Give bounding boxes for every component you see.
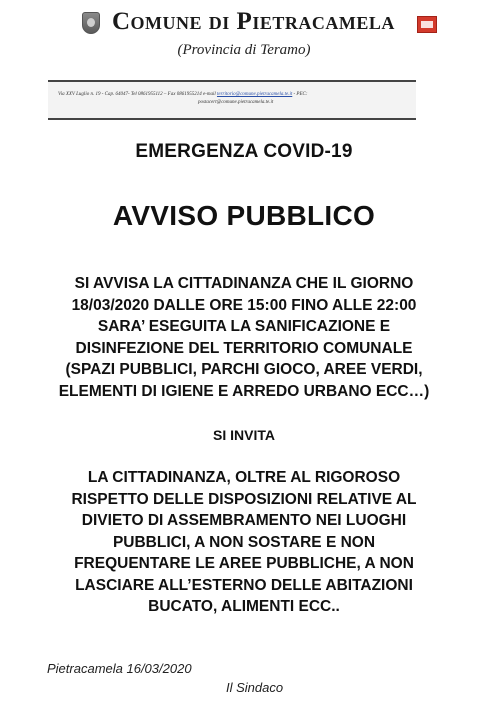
paragraph-line: 18/03/2020 DALLE ORE 15:00 FINO ALLE 22:00 (71, 296, 417, 314)
address-box (48, 80, 416, 120)
municipality-title: Comune di Pietracamela (112, 8, 395, 35)
place-and-date: Pietracamela 16/03/2020 (47, 661, 192, 676)
emergency-heading: EMERGENZA COVID-19 (135, 141, 353, 162)
address-text (58, 91, 410, 107)
paragraph-line: BUCATO, ALIMENTI ECC.. (148, 598, 340, 615)
address-details: Via XXV Luglio n. 19 - Cap. 64047- Tel 0861955112 – Fax 0861955214 e-mail (58, 92, 217, 97)
notice-paragraph-2 (0, 467, 488, 618)
invite-heading: SI INVITA (213, 427, 275, 443)
notice-paragraph-1 (0, 273, 488, 402)
document-header (0, 8, 488, 68)
paragraph-line: LA CITTADINANZA, OLTRE AL RIGOROSO (87, 469, 401, 486)
paragraph-line: DISINFEZIONE DEL TERRITORIO COMUNALE (75, 339, 413, 357)
municipal-crest-icon (82, 12, 100, 34)
paragraph-line: ELEMENTI DI IGIENE E ARREDO URBANO ECC…) (58, 382, 430, 400)
paragraph-line: RISPETTO DELLE DISPOSIZIONI RELATIVE AL (71, 490, 417, 508)
paragraph-line: SI AVVISA LA CITTADINANZA CHE IL GIORNO (74, 275, 414, 292)
paragraph-line: DIVIETO DI ASSEMBRAMENTO NEI LUOGHI (81, 512, 407, 529)
pec-label: - PEC: (292, 92, 308, 97)
paragraph-line: FREQUENTARE LE AREE PUBBLICHE, A NON (74, 555, 414, 572)
paragraph-line: LASCIARE ALL’ESTERNO DELLE ABITAZIONI (75, 576, 413, 594)
province-subtitle: (Provincia di Teramo) (177, 42, 311, 58)
signature-label: Il Sindaco (226, 680, 284, 695)
paragraph-line: (SPAZI PUBBLICI, PARCHI GIOCO, AREE VERDI, (65, 361, 423, 378)
email-link[interactable]: territorio@comune.pietracamela.te.it (216, 92, 293, 97)
pec-address: postacert@comune.pietracamela.te.it (198, 100, 274, 105)
heraldic-banner-icon (417, 16, 437, 33)
paragraph-line: SARA’ ESEGUITA LA SANIFICAZIONE E (97, 318, 391, 335)
notice-title: AVVISO PUBBLICO (112, 200, 376, 231)
paragraph-line: PUBBLICI, A NON SOSTARE E NON (112, 533, 376, 551)
